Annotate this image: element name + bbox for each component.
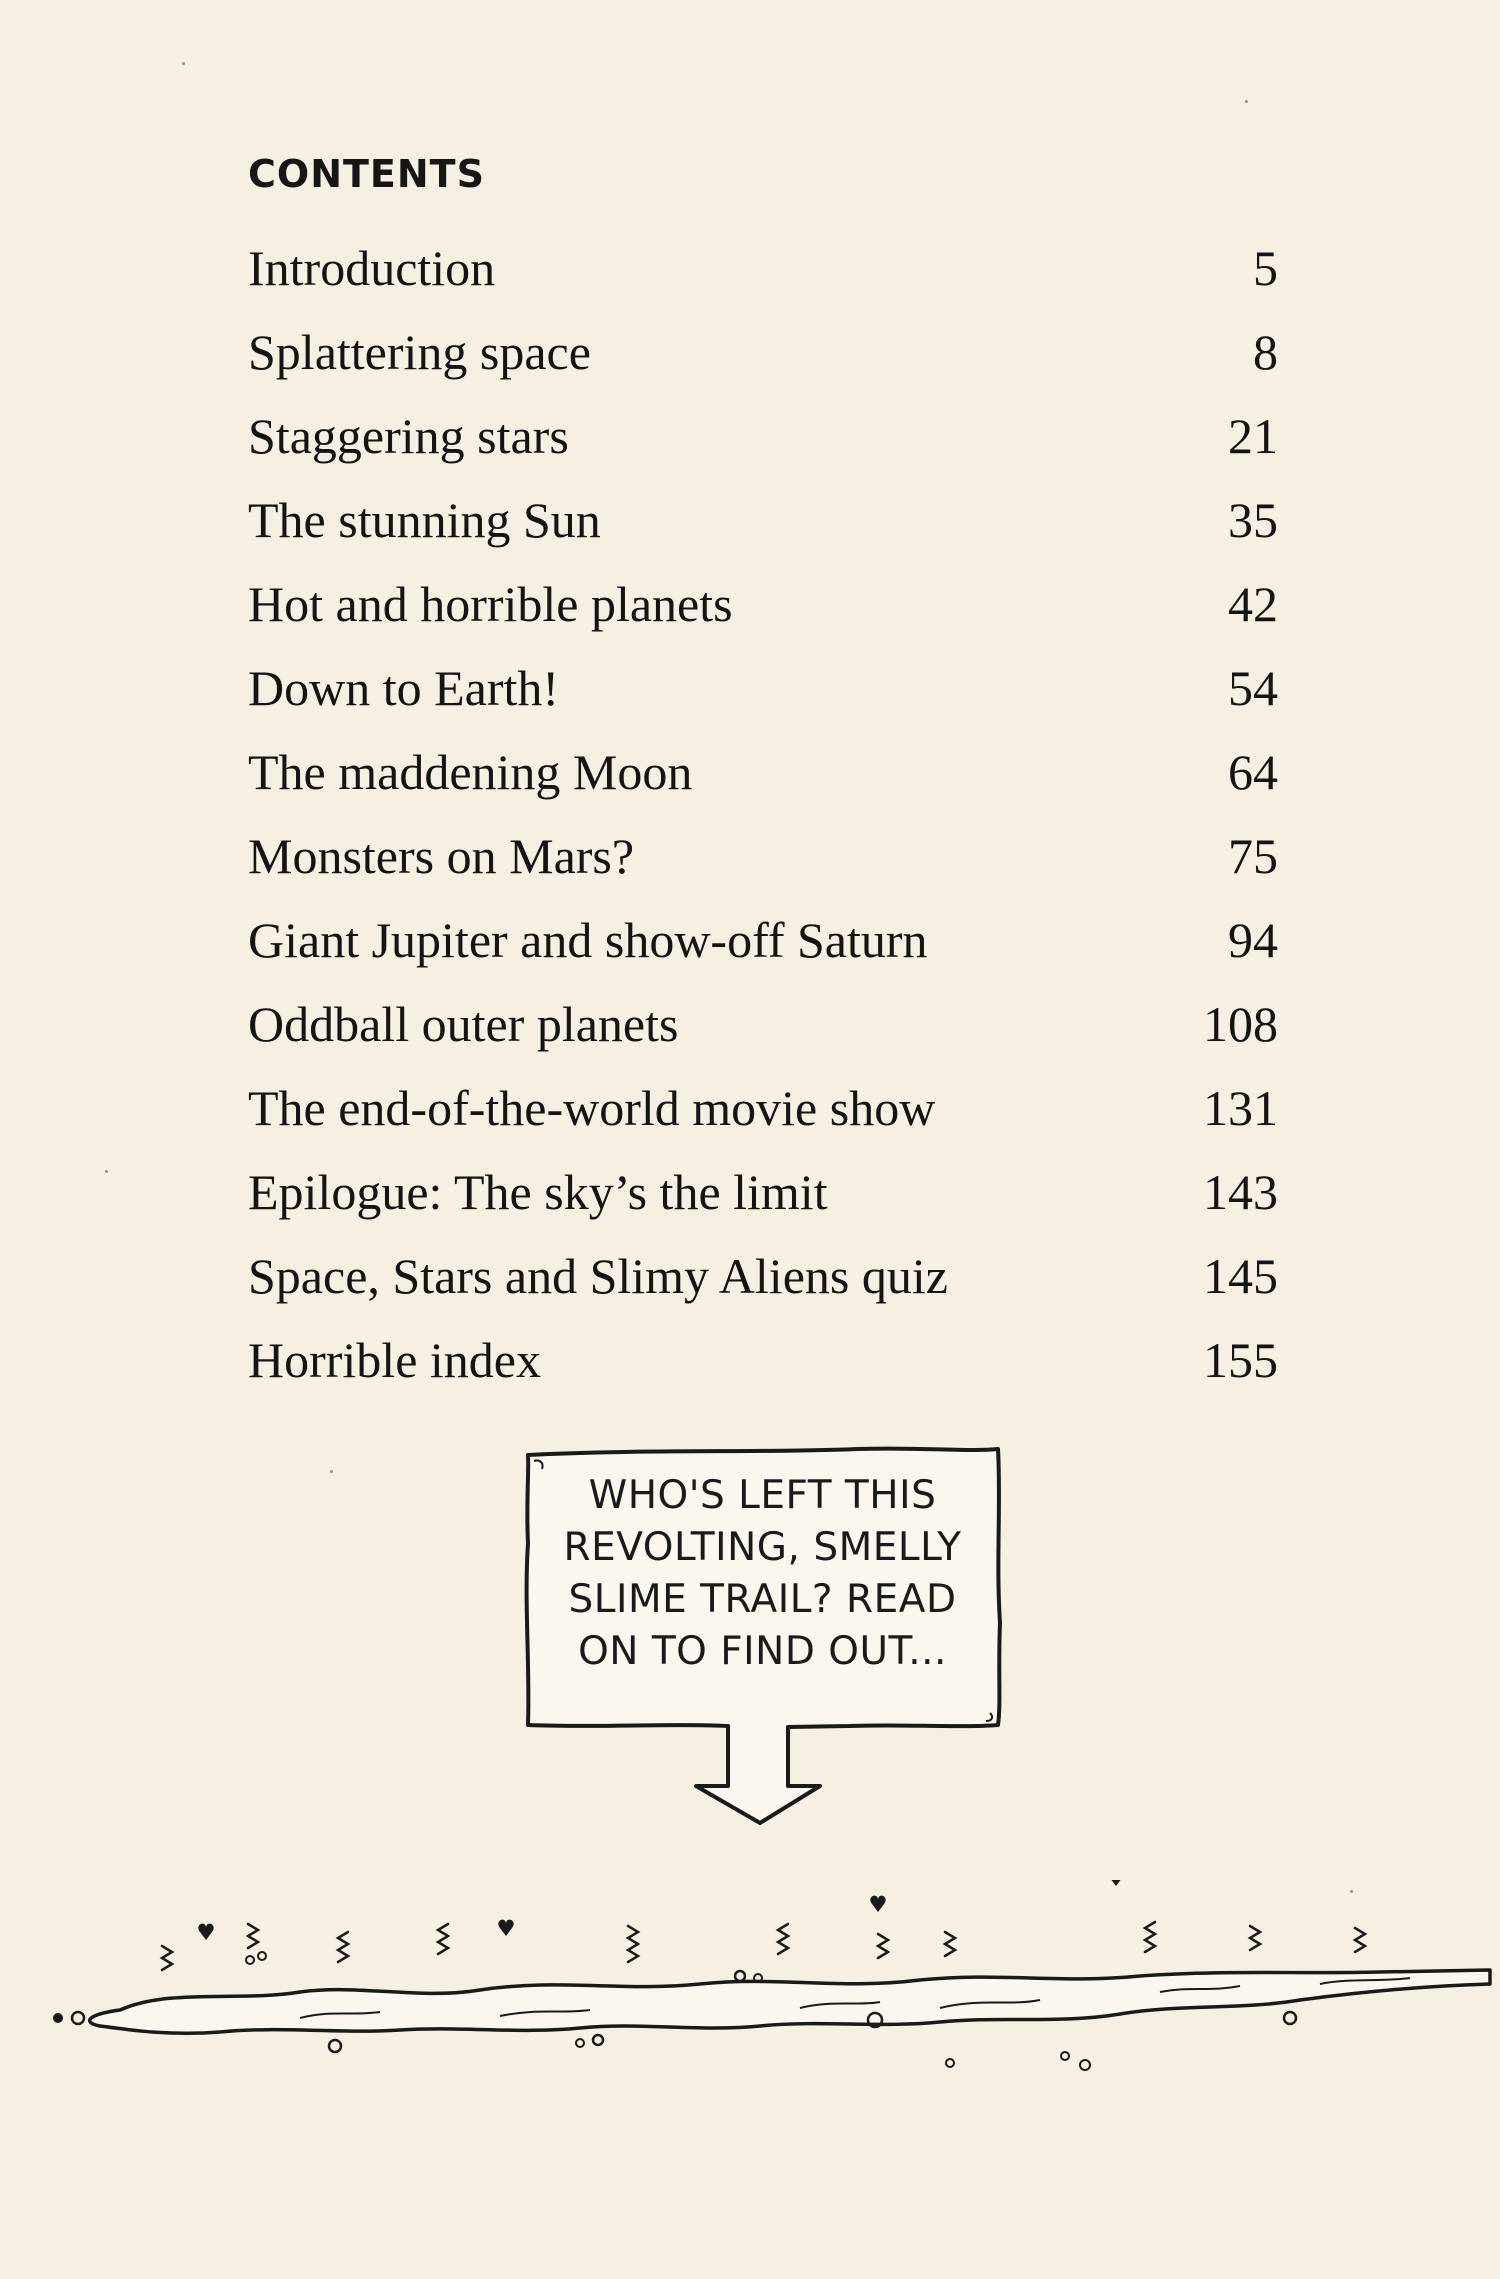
toc-entry-title: Epilogue: The sky’s the limit: [248, 1164, 828, 1220]
toc-entry-page: 75: [1228, 828, 1278, 884]
paper-speck: [1245, 100, 1248, 103]
sign-caption: [520, 1470, 1005, 1678]
paper-speck: [330, 1470, 333, 1473]
toc-entry: [248, 1078, 1278, 1162]
toc-entry: [248, 238, 1278, 322]
toc-entry-title: The stunning Sun: [248, 492, 601, 548]
sign-caption-line: REVOLTING, SMELLY: [563, 1525, 962, 1570]
toc-entry-page: 108: [1203, 996, 1278, 1052]
toc-entry: [248, 742, 1278, 826]
toc-entry-title: Giant Jupiter and show-off Saturn: [248, 912, 928, 968]
toc-entry-page: 131: [1203, 1080, 1278, 1136]
toc-entry: [248, 574, 1278, 658]
toc-entry-title: Space, Stars and Slimy Aliens quiz: [248, 1248, 948, 1304]
toc-entry: [248, 826, 1278, 910]
toc-entry-page: 5: [1253, 240, 1278, 296]
toc-entry-page: 145: [1203, 1248, 1278, 1304]
table-of-contents: [248, 238, 1278, 1414]
toc-entry: [248, 322, 1278, 406]
paper-speck: [105, 1170, 108, 1173]
paper-speck: [1350, 1890, 1353, 1893]
toc-entry: [248, 994, 1278, 1078]
slime-trail-illustration: [0, 1880, 1500, 2080]
toc-entry: [248, 1246, 1278, 1330]
toc-entry-title: Staggering stars: [248, 408, 569, 464]
toc-entry-page: 8: [1253, 324, 1278, 380]
contents-heading: CONTENTS: [248, 152, 485, 196]
toc-entry-title: Oddball outer planets: [248, 996, 679, 1052]
toc-entry-page: 35: [1228, 492, 1278, 548]
toc-entry: [248, 490, 1278, 574]
toc-entry-title: Splattering space: [248, 324, 591, 380]
toc-entry: [248, 406, 1278, 490]
toc-entry-page: 94: [1228, 912, 1278, 968]
toc-entry-page: 42: [1228, 576, 1278, 632]
sign-caption-line: WHO'S LEFT THIS: [588, 1473, 937, 1518]
toc-entry-title: The maddening Moon: [248, 744, 693, 800]
sign-caption-line: SLIME TRAIL? READ: [568, 1577, 957, 1622]
toc-entry: [248, 1162, 1278, 1246]
toc-entry: [248, 910, 1278, 994]
toc-entry-page: 21: [1228, 408, 1278, 464]
paper-speck: [182, 62, 185, 65]
toc-entry-title: Monsters on Mars?: [248, 828, 635, 884]
toc-entry-page: 54: [1228, 660, 1278, 716]
toc-entry-title: The end-of-the-world movie show: [248, 1080, 936, 1136]
toc-entry-page: 143: [1203, 1164, 1278, 1220]
toc-entry-page: 155: [1203, 1332, 1278, 1388]
toc-entry: [248, 658, 1278, 742]
toc-entry-title: Horrible index: [248, 1332, 541, 1388]
toc-entry-title: Introduction: [248, 240, 496, 296]
toc-entry-page: 64: [1228, 744, 1278, 800]
toc-entry-title: Down to Earth!: [248, 660, 560, 716]
toc-entry: [248, 1330, 1278, 1414]
toc-entry-title: Hot and horrible planets: [248, 576, 733, 632]
sign-caption-line: ON TO FIND OUT...: [578, 1629, 947, 1674]
